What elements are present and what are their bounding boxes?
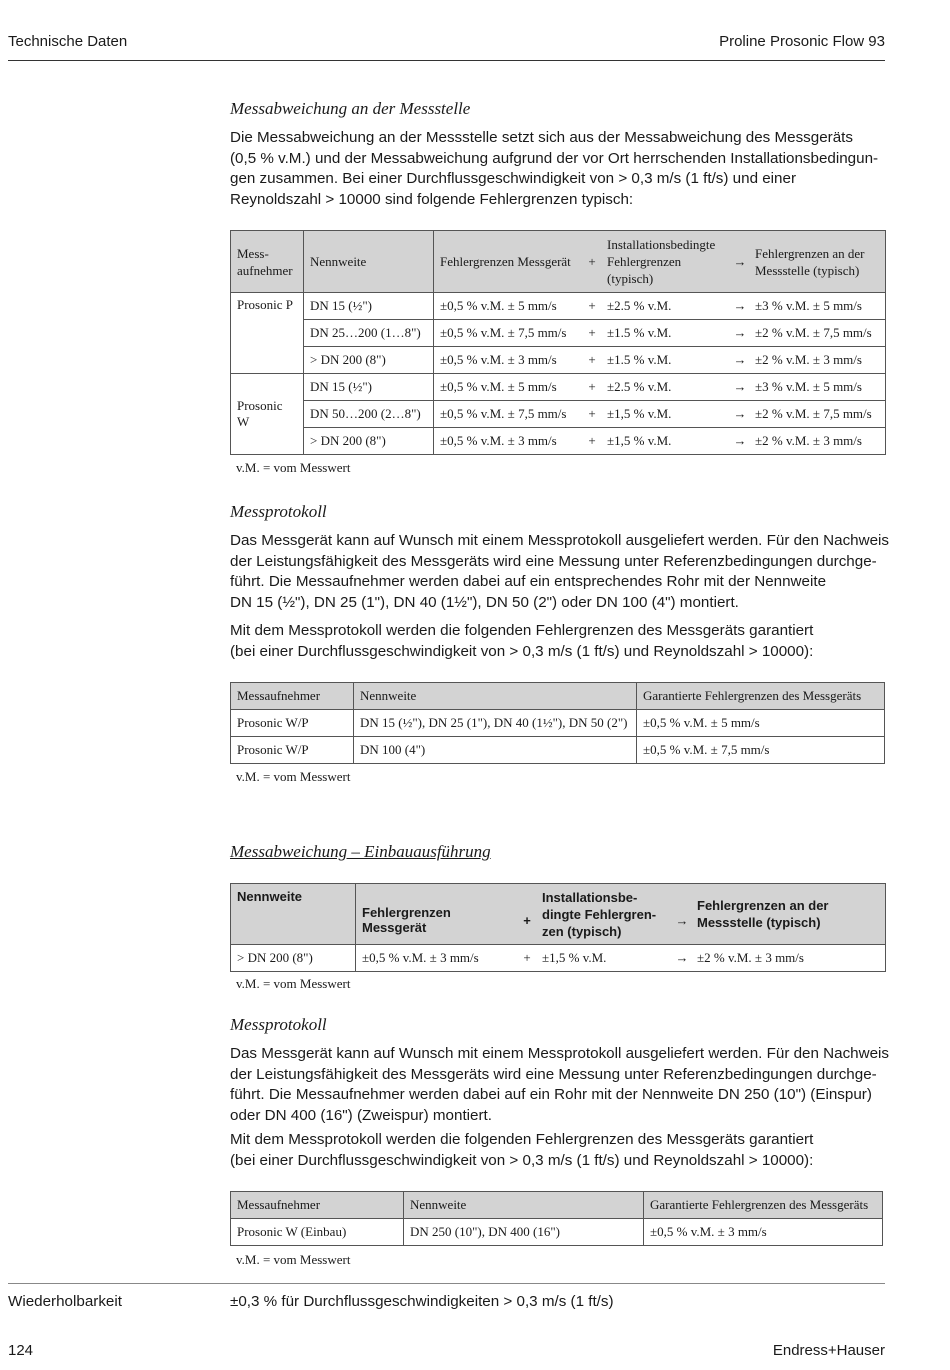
table-header: Messaufnehmer: [231, 683, 354, 710]
table-cell: DN 100 (4"): [354, 737, 637, 764]
table-cell: ±2.5 % v.M.: [601, 293, 731, 320]
table-header: Fehlergrenzen an der Messstelle (typisch): [691, 884, 886, 945]
section-heading: Messprotokoll: [230, 1015, 327, 1034]
paragraph-line: Reynoldszahl > 10000 sind folgende Fehlergrenzen typisch:: [230, 190, 634, 208]
paragraph: [230, 621, 890, 662]
table-row: [231, 945, 886, 972]
paragraph-line: Das Messgerät kann auf Wunsch mit einem Messprotokoll ausgeliefert werden. Für den Nachweis: [230, 532, 889, 549]
plus-icon: +: [583, 428, 601, 455]
paragraph: [230, 531, 890, 613]
table-cell: DN 50…200 (2…8"): [304, 401, 434, 428]
table-header: Nennweite: [231, 884, 356, 945]
table-cell: Prosonic W/P: [231, 710, 354, 737]
table-cell: ±0,5 % v.M. ± 3 mm/s: [644, 1219, 883, 1246]
paragraph: [230, 128, 890, 210]
repeatability-text: ±0,3 % für Durchflussgeschwindigkeiten > 0,3 m/s (1 ft/s): [230, 1293, 614, 1310]
table-cell: ±0,5 % v.M. ± 3 mm/s: [434, 428, 584, 455]
section-heading: Messabweichung an der Messstelle: [230, 99, 471, 118]
table-header: Fehlergrenzen Messgerät: [356, 884, 519, 945]
arrow-right-icon: →: [731, 374, 749, 401]
paragraph-line: (bei einer Durchflussgeschwindigkeit von > 0,3 m/s (1 ft/s) und Reynoldszahl > 10000):: [230, 1151, 814, 1169]
paragraph-line: Mit dem Messprotokoll werden die folgenden Fehlergrenzen des Messgeräts garantiert: [230, 622, 814, 639]
table-cell: ±0,5 % v.M. ± 7,5 mm/s: [637, 737, 885, 764]
table-header: Mess- aufnehmer: [231, 231, 304, 293]
paragraph-line: oder DN 400 (16") (Zweispur) montiert.: [230, 1106, 492, 1124]
table-header: Garantierte Fehlergrenzen des Messgeräts: [637, 683, 885, 710]
table-row: [231, 428, 886, 455]
table-cell: DN 25…200 (1…8"): [304, 320, 434, 347]
table-cell: ±1,5 % v.M.: [536, 945, 673, 972]
table-cell: ±0,5 % v.M. ± 5 mm/s: [434, 374, 584, 401]
header-rule: [8, 60, 885, 61]
table-row: [231, 374, 886, 401]
table-header: Nennweite: [304, 231, 434, 293]
section-heading: Messprotokoll: [230, 502, 327, 521]
table-cell: ±2 % v.M. ± 7,5 mm/s: [749, 401, 886, 428]
table-cell: ±0,5 % v.M. ± 7,5 mm/s: [434, 401, 584, 428]
repeatability-label: Wiederholbarkeit: [8, 1293, 122, 1310]
arrow-right-icon: →: [731, 347, 749, 374]
table-header: Fehlergrenzen an der Messstelle (typisch): [749, 231, 886, 293]
paragraph-line: Die Messabweichung an der Messstelle setzt sich aus der Messabweichung des Messgeräts: [230, 129, 853, 146]
table-cell: ±1,5 % v.M.: [601, 428, 731, 455]
table-row: [231, 1219, 883, 1246]
plus-icon: +: [583, 320, 601, 347]
table-cell: DN 15 (½"): [304, 293, 434, 320]
table-header: Messaufnehmer: [231, 1192, 404, 1219]
table-cell: > DN 200 (8"): [304, 428, 434, 455]
table-cell: ±3 % v.M. ± 5 mm/s: [749, 374, 886, 401]
section-rule: [8, 1283, 885, 1284]
arrow-right-icon: →: [731, 320, 749, 347]
table-header: Nennweite: [404, 1192, 644, 1219]
header-right: Proline Prosonic Flow 93: [719, 33, 885, 50]
table-cell: ±2 % v.M. ± 3 mm/s: [749, 347, 886, 374]
table-row: [231, 401, 886, 428]
page-number: 124: [8, 1342, 34, 1359]
table-cell: Prosonic W/P: [231, 737, 354, 764]
paragraph: [230, 1044, 890, 1126]
table-cell: ±0,5 % v.M. ± 5 mm/s: [434, 293, 584, 320]
table-row: [231, 347, 886, 374]
table-header: Installationsbedingte Fehlergrenzen (typisch): [601, 231, 731, 293]
table-note: v.M. = vom Messwert: [236, 460, 351, 475]
paragraph-line: Mit dem Messprotokoll werden die folgenden Fehlergrenzen des Messgeräts garantiert: [230, 1131, 814, 1148]
paragraph-line: Das Messgerät kann auf Wunsch mit einem Messprotokoll ausgeliefert werden. Für den Nachweis: [230, 1045, 889, 1062]
paragraph-line: führt. Die Messaufnehmer werden dabei auf ein entsprechendes Rohr mit der Nennweite: [230, 573, 827, 590]
paragraph-line: (0,5 % v.M.) und der Messabweichung aufgrund der vor Ort herrschenden Installationsbedingun-: [230, 149, 879, 167]
paragraph-line: DN 15 (½"), DN 25 (1"), DN 40 (1½"), DN 50 (2") oder DN 100 (4") montiert.: [230, 593, 739, 611]
guaranteed-limits-table: [230, 1191, 883, 1246]
paragraph-line: führt. Die Messaufnehmer werden dabei auf ein Rohr mit der Nennweite DN 250 (10") (Einspur): [230, 1086, 872, 1103]
table-cell: ±0,5 % v.M. ± 3 mm/s: [434, 347, 584, 374]
error-limits-table: [230, 230, 886, 455]
table-cell: > DN 200 (8"): [304, 347, 434, 374]
plus-icon: +: [583, 401, 601, 428]
table-cell: DN 250 (10"), DN 400 (16"): [404, 1219, 644, 1246]
arrow-right-icon: →: [731, 231, 749, 293]
plus-icon: +: [518, 884, 536, 945]
table-cell: ±1,5 % v.M.: [601, 401, 731, 428]
table-cell: ±1.5 % v.M.: [601, 347, 731, 374]
paragraph: [230, 1130, 890, 1171]
table-note: v.M. = vom Messwert: [236, 1252, 351, 1267]
paragraph-line: (bei einer Durchflussgeschwindigkeit von > 0,3 m/s (1 ft/s) und Reynoldszahl > 10000):: [230, 642, 814, 660]
header-left: Technische Daten: [8, 33, 128, 50]
table-cell: DN 15 (½"), DN 25 (1"), DN 40 (1½"), DN 50 (2"): [354, 710, 637, 737]
table-cell: ±0,5 % v.M. ± 7,5 mm/s: [434, 320, 584, 347]
plus-icon: +: [583, 374, 601, 401]
table-cell: ±2.5 % v.M.: [601, 374, 731, 401]
plus-icon: +: [518, 945, 536, 972]
table-cell: ±2 % v.M. ± 7,5 mm/s: [749, 320, 886, 347]
paragraph-line: gen zusammen. Bei einer Durchflussgeschwindigkeit von > 0,3 m/s (1 ft/s) und einer: [230, 170, 797, 187]
section-heading: Messabweichung – Einbauausführung: [230, 842, 491, 861]
arrow-right-icon: →: [673, 945, 691, 972]
plus-icon: +: [583, 293, 601, 320]
table-header: Garantierte Fehlergrenzen des Messgeräts: [644, 1192, 883, 1219]
table-cell: ±2 % v.M. ± 3 mm/s: [749, 428, 886, 455]
table-cell: ±1.5 % v.M.: [601, 320, 731, 347]
table-cell: ±0,5 % v.M. ± 3 mm/s: [356, 945, 519, 972]
table-header: Installationsbe- dingte Fehlergren- zen (typisch): [536, 884, 673, 945]
table-header: Fehlergrenzen Messgerät: [434, 231, 584, 293]
table-cell: > DN 200 (8"): [231, 945, 356, 972]
brand-name: Endress+Hauser: [772, 1342, 885, 1359]
arrow-right-icon: →: [731, 401, 749, 428]
table-cell: ±2 % v.M. ± 3 mm/s: [691, 945, 886, 972]
table-note: v.M. = vom Messwert: [236, 976, 351, 991]
plus-icon: +: [583, 347, 601, 374]
sensor-cell: Prosonic W: [231, 374, 304, 455]
table-cell: ±0,5 % v.M. ± 5 mm/s: [637, 710, 885, 737]
table-header: Nennweite: [354, 683, 637, 710]
installation-error-table: [230, 883, 886, 972]
arrow-right-icon: →: [731, 293, 749, 320]
table-row: [231, 737, 885, 764]
paragraph-line: der Leistungsfähigkeit des Messgeräts wird eine Messung unter Referenzbedingungen durchge-: [230, 1065, 877, 1083]
table-cell: DN 15 (½"): [304, 374, 434, 401]
table-row: [231, 710, 885, 737]
table-cell: Prosonic W (Einbau): [231, 1219, 404, 1246]
table-row: [231, 320, 886, 347]
guaranteed-limits-table: [230, 682, 885, 764]
paragraph-line: der Leistungsfähigkeit des Messgeräts wird eine Messung unter Referenzbedingungen durchge-: [230, 552, 877, 570]
arrow-right-icon: →: [673, 884, 691, 945]
sensor-cell: Prosonic P: [231, 293, 304, 374]
plus-icon: +: [583, 231, 601, 293]
arrow-right-icon: →: [731, 428, 749, 455]
table-cell: ±3 % v.M. ± 5 mm/s: [749, 293, 886, 320]
table-note: v.M. = vom Messwert: [236, 769, 351, 784]
table-row: [231, 293, 886, 320]
